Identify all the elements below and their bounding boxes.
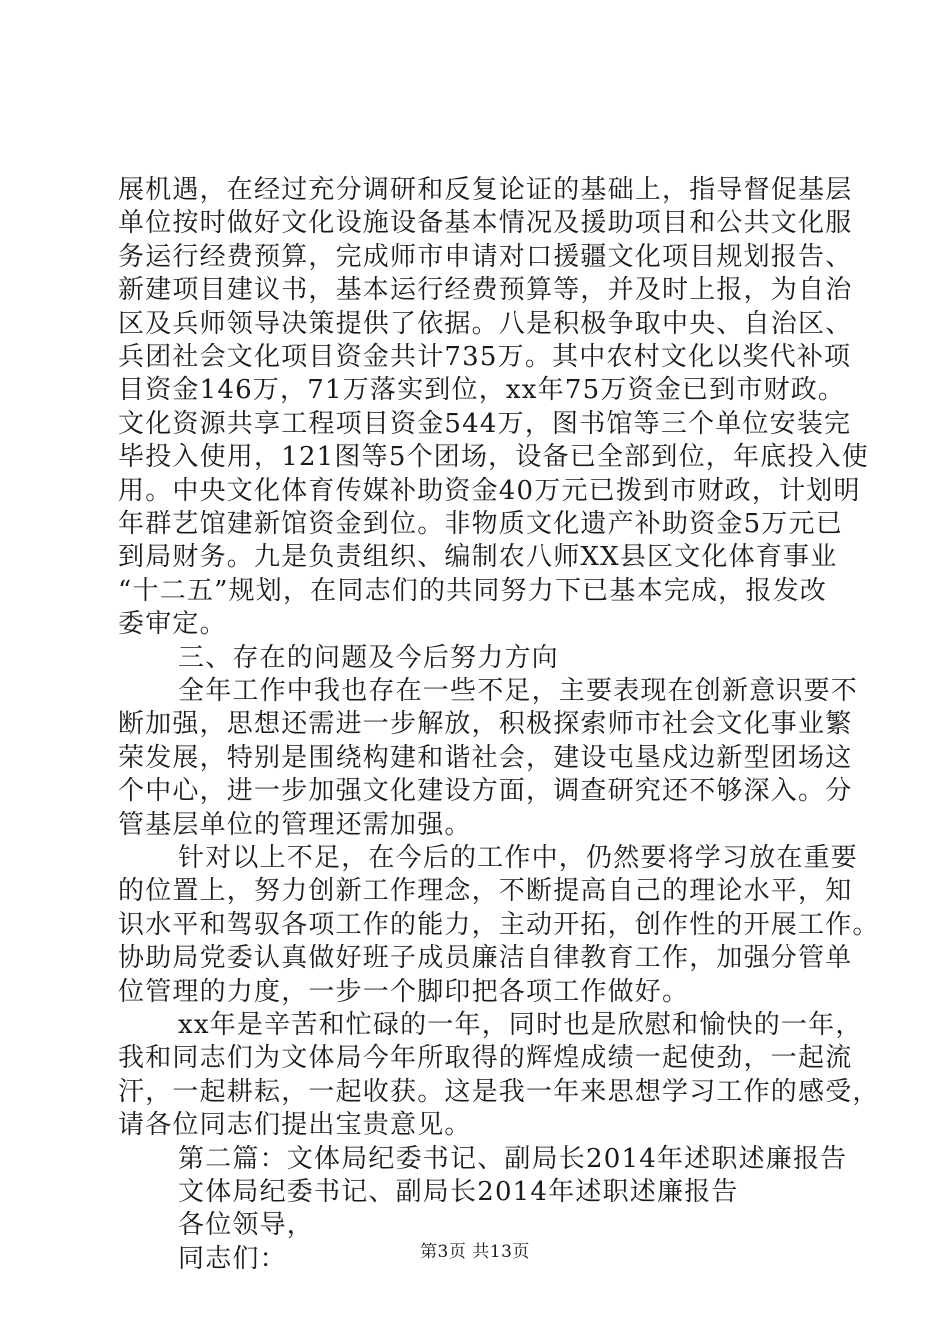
report-title: 文体局纪委书记、副局长2014年述职述廉报告 bbox=[178, 1177, 739, 1207]
paragraph-line: 文化资源共享工程项目资金544万，图书馆等三个单位安装完 bbox=[118, 408, 852, 439]
paragraph-line: 单位按时做好文化设施设备基本情况及援助项目和公共文化服 bbox=[118, 208, 853, 239]
paragraph-line: 毕投入使用，121图等5个团场，设备已全部到位，年底投入使 bbox=[118, 442, 869, 473]
paragraph-line: 请各位同志们提出宝贵意见。 bbox=[118, 1110, 472, 1141]
section-heading: 三、存在的问题及今后努力方向 bbox=[178, 642, 559, 673]
paragraph-line: 汗，一起耕耘，一起收获。这是我一年来思想学习工作的感受， bbox=[118, 1076, 880, 1107]
paragraph-line: 我和同志们为文体局今年所取得的辉煌成绩一起使劲，一起流 bbox=[118, 1043, 853, 1074]
section-title: 第二篇：文体局纪委书记、副局长2014年述职述廉报告 bbox=[178, 1143, 848, 1174]
paragraph-line: 展机遇，在经过充分调研和反复论证的基础上，指导督促基层 bbox=[118, 175, 853, 205]
paragraph-line: 管基层单位的管理还需加强。 bbox=[118, 809, 472, 840]
paragraph-line: 个中心，进一步加强文化建设方面，调查研究还不够深入。分 bbox=[118, 776, 853, 807]
paragraph-line: 委审定。 bbox=[118, 609, 227, 640]
page-footer: 第3页 共13页 bbox=[420, 1242, 530, 1262]
paragraph-line: 年群艺馆建新馆资金到位。非物质文化遗产补助资金5万元已 bbox=[118, 509, 843, 539]
paragraph-line: 目资金146万，71万落实到位，xx年75万资金已到市财政。 bbox=[118, 375, 846, 406]
paragraph-line: 断加强，思想还需进一步解放，积极探索师市社会文化事业繁 bbox=[118, 709, 853, 740]
salutation-line: 各位领导， bbox=[178, 1210, 315, 1241]
paragraph-line: 新建项目建议书，基本运行经费预算等，并及时上报，为自治 bbox=[118, 275, 853, 306]
paragraph-line: 的位置上，努力创新工作理念，不断提高自己的理论水平，知 bbox=[118, 876, 853, 907]
paragraph-line: 全年工作中我也存在一些不足，主要表现在创新意识要不 bbox=[178, 676, 859, 706]
salutation-line: 同志们： bbox=[178, 1243, 287, 1274]
paragraph-line: 务运行经费预算，完成师市申请对口援疆文化项目规划报告、 bbox=[118, 241, 853, 272]
paragraph-line: 位管理的力度，一步一个脚印把各项工作做好。 bbox=[118, 976, 690, 1007]
paragraph-line: 到局财务。九是负责组织、编制农八师XX县区文化体育事业 bbox=[118, 542, 838, 573]
paragraph-line: xx年是辛苦和忙碌的一年，同时也是欣慰和愉快的一年， bbox=[178, 1010, 863, 1040]
paragraph-line: 识水平和驾驭各项工作的能力，主动开拓，创作性的开展工作。 bbox=[118, 909, 880, 940]
paragraph-line: 兵团社会文化项目资金共计735万。其中农村文化以奖代补项 bbox=[118, 342, 852, 372]
paragraph-line: 区及兵师领导决策提供了依据。八是积极争取中央、自治区、 bbox=[118, 308, 853, 339]
paragraph-line: “十二五”规划，在同志们的共同努力下已基本完成，报发改 bbox=[118, 575, 827, 606]
paragraph-line: 针对以上不足，在今后的工作中，仍然要将学习放在重要 bbox=[178, 843, 859, 873]
paragraph-line: 荣发展，特别是围绕构建和谐社会，建设屯垦戍边新型团场这 bbox=[118, 742, 853, 773]
paragraph-line: 协助局党委认真做好班子成员廉洁自律教育工作，加强分管单 bbox=[118, 943, 853, 974]
paragraph-line: 用。中央文化体育传媒补助资金40万元已拨到市财政，计划明 bbox=[118, 475, 861, 506]
